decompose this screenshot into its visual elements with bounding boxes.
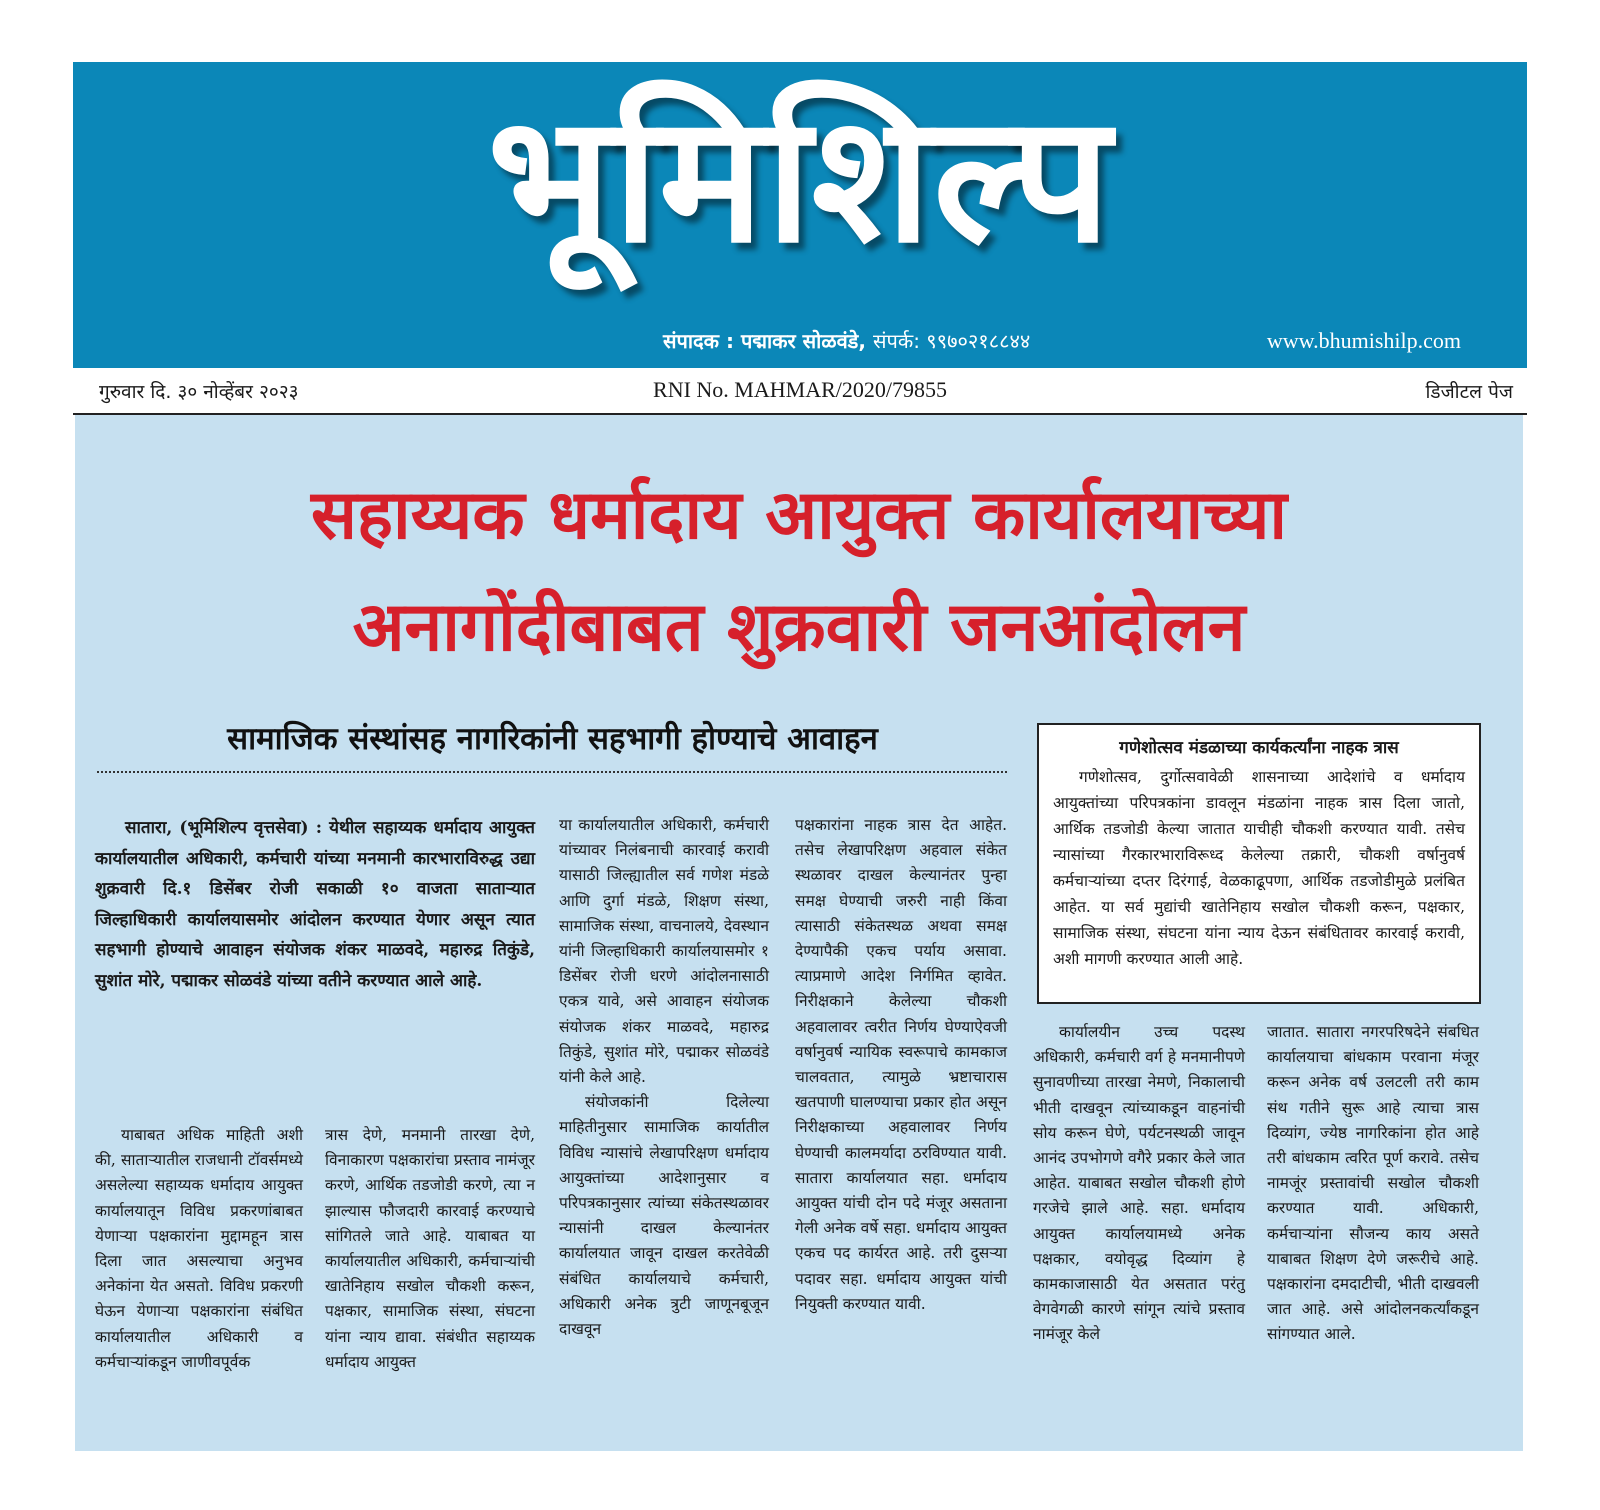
dateline-bar bbox=[73, 368, 1527, 415]
lead-paragraph bbox=[95, 813, 535, 996]
sidebar-text: गणेशोत्सव, दुर्गोत्सवावेळी शासनाच्या आदेशांचे व धर्मादाय आयुक्तांच्या परिपत्रकांना डावलून मंडळांना नाहक त्रास दिला जातो, आर्थिक तडजोडी केल्या जातात याचीही चौकशी करण्यात यावी. तसेच न्यासांच्या गैरकारभाराविरूध्द केलेल्या तक्रारी, चौकशी वर्षानुवर्ष कर्मचाऱ्यांच्या दप्तर दिरंगाई, वेळकाढूपणा, आर्थिक तडजोडीमुळे प्रलंबित आहेत. या सर्व मुद्यांची खातेनिहाय सखोल चौकशी करून, पक्षकार, सामाजिक संस्था, संघटना यांना न्याय देऊन संबंधितावर कारवाई करावी, अशी मागणी करण्यात आली आहे. bbox=[1053, 768, 1465, 968]
column-text: याबाबत अधिक माहिती अशी की, साताऱ्यातील राजधानी टॉवर्समध्ये असलेल्या सहाय्यक धर्मादाय आयुक्त कार्यालयातून विविध प्रकरणांबाबत येणाऱ्या पक्षकारांना मुद्दामहून त्रास दिला जात असल्याचा अनुभव अनेकांना येत असतो. विविध प्रकरणी घेऊन येणाऱ्या पक्षकारांना संबंधित कार्यालयातील अधिकारी व कर्मचाऱ्यांकडून जाणीवपूर्वक bbox=[95, 1126, 303, 1371]
article-column-3 bbox=[559, 813, 769, 1342]
article-column-6 bbox=[1267, 1020, 1479, 1348]
newspaper-page bbox=[73, 62, 1527, 1451]
editor-label: संपादक : पद्माकर सोळवंडे, bbox=[663, 329, 866, 353]
sidebar-title: गणेशोत्सव मंडळाच्या कार्यकर्त्यांना नाहक त्रास bbox=[1119, 738, 1399, 758]
page-type: डिजीटल पेज bbox=[1425, 381, 1513, 403]
headline-line-1: सहाय्यक धर्मादाय आयुक्त कार्यालयाच्या bbox=[310, 476, 1288, 555]
lead-text: सातारा, (भूमिशिल्प वृत्तसेवा) : येथील सहाय्यक धर्मादाय आयुक्त कार्यालयातील अधिकारी, कर्मचारी यांच्या मनमानी कारभाराविरुद्ध उद्या शुक्रवारी दि.१ डिसेंबर रोजी सकाळी १० वाजता साताऱ्यात जिल्हाधिकारी कार्यालयासमोर आंदोलन करण्यात येणार असून त्यात सहभागी होण्याचे आवाहन संयोजक शंकर माळवदे, महारुद्र तिकुंडे, सुशांत मोरे, पद्माकर सोळवंडे यांच्या वतीने करण्यात आले आहे. bbox=[95, 818, 535, 991]
newspaper-title: भूमिशिल्प bbox=[487, 77, 1113, 282]
subheadline: सामाजिक संस्थांसह नागरिकांनी सहभागी होण्याचे आवाहन bbox=[227, 721, 878, 757]
article-column-5 bbox=[1033, 1020, 1245, 1348]
masthead bbox=[73, 62, 1527, 368]
headline bbox=[75, 460, 1523, 684]
column-text: पक्षकारांना नाहक त्रास देत आहेत. तसेच लेखापरिक्षण अहवाल संकेत स्थळावर दाखल केल्यानंतर पुन्हा समक्ष घेण्याची जरुरी नाही किंवा त्यासाठी संकेतस्थळ अथवा समक्ष देण्यापैकी एकच पर्याय असावा. त्याप्रमाणे आदेश निर्गमित व्हावेत. निरीक्षकाने केलेल्या चौकशी अहवालावर त्वरीत निर्णय घेण्याऐवजी वर्षानुवर्ष न्यायिक स्वरूपाचे कामकाज चालवतात, त्यामुळे भ्रष्टाचारास खतपाणी घालण्याचा प्रकार होत असून निरीक्षकाच्या अहवालावर निर्णय घेण्याची कालमर्यादा ठरविण्यात यावी. सातारा कार्यालयात सहा. धर्मादाय आयुक्त यांची दोन पदे मंजूर असताना गेली अनेक वर्षे सहा. धर्मादाय आयुक्त एकच पद कार्यरत आहे. तरी दुसऱ्या पदावर सहा. धर्मादाय आयुक्त यांची नियुक्ती करण्यात यावी. bbox=[795, 816, 1007, 1313]
dotted-divider bbox=[97, 771, 1007, 773]
column-text: या कार्यालयातील अधिकारी, कर्मचारी यांच्यावर निलंबनाची कारवाई करावी यासाठी जिल्ह्यातील सर्व गणेश मंडळे आणि दुर्गा मंडळे, शिक्षण संस्था, सामाजिक संस्था, वाचनालये, देवस्थान यांनी जिल्हाधिकारी कार्यालयासमोर १ डिसेंबर रोजी धरणे आंदोलनासाठी एकत्र यावे, असे आवाहन संयोजक संयोजक शंकर माळवदे, महारुद्र तिकुंडे, सुशांत मोरे, पद्माकर सोळवंडे यांनी केले आहे. bbox=[559, 816, 769, 1087]
contact-number: संपर्क: ९९७०२१८८४४ bbox=[872, 329, 1031, 353]
article-column-2 bbox=[325, 1123, 535, 1375]
article-column-4 bbox=[795, 813, 1007, 1317]
headline-line-2: अनागोंदीबाबत शुक्रवारी जनआंदोलन bbox=[352, 588, 1246, 667]
column-text: कार्यालयीन उच्च पदस्थ अधिकारी, कर्मचारी वर्ग हे मनमानीपणे सुनावणीच्या तारखा नेमणे, निकालाची भीती दाखवून त्यांच्याकडून वाहनांची सोय करून घेणे, पर्यटनस्थळी जावून आनंद उपभोगणे वगैरे प्रकार केले जात आहेत. याबाबत सखोल चौकशी होणे गरजेचे झाले आहे. सहा. धर्मादाय आयुक्त कार्यालयामध्ये अनेक पक्षकार, वयोवृद्ध दिव्यांग हे कामकाजासाठी येत असतात परंतु वेगवेगळी कारणे सांगून त्यांचे प्रस्ताव नामंजूर केले bbox=[1033, 1023, 1245, 1344]
editor-line bbox=[663, 327, 1030, 354]
sidebar-box bbox=[1037, 723, 1481, 1004]
website-link[interactable]: www.bhumishilp.com bbox=[1266, 328, 1461, 353]
rni-number: RNI No. MAHMAR/2020/79855 bbox=[653, 377, 947, 402]
column-text: त्रास देणे, मनमानी तारखा देणे, विनाकारण पक्षकारांचा प्रस्ताव नामंजूर करणे, आर्थिक तडजोडी करणे, त्या न झाल्यास फौजदारी कारवाई करण्याचे सांगितले जाते आहे. याबाबत या कार्यालयातील अधिकारी, कर्मचाऱ्यांची खातेनिहाय सखोल चौकशी करून, पक्षकार, सामाजिक संस्था, संघटना यांना न्याय द्यावा. संबंधीत सहाय्यक धर्मादाय आयुक्त bbox=[325, 1126, 535, 1371]
column-text: जातात. सातारा नगरपरिषदेने संबधित कार्यालयाचा बांधकाम परवाना मंजूर करून अनेक वर्ष उलटली तरी काम संथ गतीने सुरू आहे त्याचा त्रास दिव्यांग, ज्येष्ठ नागरिकांना होत आहे तरी बांधकाम त्वरित पूर्ण करावे. तसेच नामजूंर प्रस्तावांची सखोल चौकशी करण्यात यावी. अधिकारी, कर्मचाऱ्यांना सौजन्य काय असते याबाबत शिक्षण देणे जरूरीचे आहे. पक्षकारांना दमदाटीची, भीती दाखवली जात आहे. असे आंदोलनकर्त्यांकडून सांगण्यात आले. bbox=[1267, 1023, 1479, 1344]
article-column-1 bbox=[95, 1123, 303, 1375]
issue-date: गुरुवार दि. ३० नोव्हेंबर २०२३ bbox=[99, 381, 299, 403]
column-text: संयोजकांनी दिलेल्या माहितीनुसार सामाजिक कार्यातील विविध न्यासांचे लेखापरिक्षण धर्मादाय आयुक्तांच्या आदेशानुसार व परिपत्रकानुसार त्यांच्या संकेतस्थळावर न्यासांनी दाखल केल्यानंतर कार्यालयात जावून दाखल करतेवेळी संबंधित कार्यालयाचे कर्मचारी, अधिकारी अनेक त्रुटी जाणूनबूजून दाखवून bbox=[559, 1093, 769, 1339]
article-area bbox=[75, 415, 1523, 1451]
